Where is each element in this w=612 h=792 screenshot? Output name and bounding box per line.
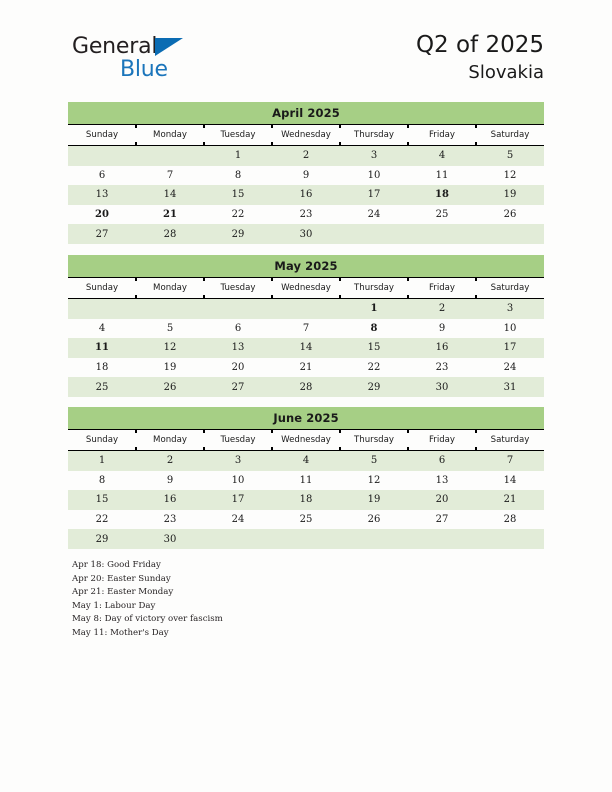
- day-cell[interactable]: 9: [136, 471, 204, 491]
- weekday-header-friday: Friday: [408, 430, 476, 451]
- weekday-header-row: [68, 278, 544, 299]
- day-cell[interactable]: 12: [136, 338, 204, 358]
- page-header: [0, 0, 612, 96]
- holiday-legend-item: May 11: Mother's Day: [72, 627, 169, 638]
- day-cell[interactable]: 11: [408, 166, 476, 186]
- day-cell[interactable]: 1: [68, 451, 136, 471]
- day-cell[interactable]: 9: [408, 319, 476, 339]
- day-cell-holiday[interactable]: 11: [68, 338, 136, 358]
- weekday-header-thursday: Thursday: [340, 278, 408, 299]
- day-cell[interactable]: 24: [204, 510, 272, 530]
- calendar-body-april: [68, 146, 544, 244]
- holiday-legend-item: Apr 20: Easter Sunday: [72, 573, 171, 584]
- day-cell[interactable]: 6: [204, 319, 272, 339]
- week-row: [68, 146, 544, 166]
- day-cell[interactable]: 2: [272, 146, 340, 166]
- logo-text-blue: Blue: [120, 57, 168, 82]
- general-blue-logo: [72, 34, 272, 86]
- weekday-header-saturday: Saturday: [476, 278, 544, 299]
- day-cell[interactable]: 30: [272, 224, 340, 244]
- day-cell-holiday[interactable]: 18: [408, 185, 476, 205]
- holiday-legend-item: Apr 18: Good Friday: [72, 560, 161, 570]
- holiday-legend-item: May 8: Day of victory over fascism: [72, 614, 223, 625]
- week-row: [68, 185, 544, 205]
- day-cell[interactable]: 15: [340, 338, 408, 358]
- day-cell[interactable]: 6: [408, 451, 476, 471]
- day-cell[interactable]: 7: [136, 166, 204, 186]
- day-cell[interactable]: 31: [476, 377, 544, 397]
- day-cell[interactable]: 18: [272, 490, 340, 510]
- weekday-header-monday: Monday: [136, 430, 204, 451]
- day-cell[interactable]: 23: [136, 510, 204, 530]
- week-row: [68, 166, 544, 186]
- day-cell[interactable]: 28: [272, 377, 340, 397]
- calendar-body-june: [68, 451, 544, 549]
- weekday-header-monday: Monday: [136, 278, 204, 299]
- weekday-header-sunday: Sunday: [68, 430, 136, 451]
- week-row: [68, 471, 544, 491]
- month-title-may: May 2025: [68, 255, 544, 277]
- day-cell[interactable]: 5: [136, 319, 204, 339]
- day-cell[interactable]: 10: [204, 471, 272, 491]
- day-cell-empty: [272, 299, 340, 319]
- day-cell[interactable]: 11: [272, 471, 340, 491]
- day-cell[interactable]: 27: [68, 224, 136, 244]
- week-row: [68, 451, 544, 471]
- weekday-header-sunday: Sunday: [68, 278, 136, 299]
- weekday-header-wednesday: Wednesday: [272, 430, 340, 451]
- day-cell[interactable]: 4: [272, 451, 340, 471]
- day-cell[interactable]: 15: [68, 490, 136, 510]
- day-cell[interactable]: 23: [408, 358, 476, 378]
- month-title-april: April 2025: [68, 102, 544, 124]
- day-cell[interactable]: 13: [408, 471, 476, 491]
- day-cell[interactable]: 26: [136, 377, 204, 397]
- day-cell[interactable]: 29: [340, 377, 408, 397]
- day-cell[interactable]: 5: [340, 451, 408, 471]
- day-cell[interactable]: 16: [136, 490, 204, 510]
- day-cell[interactable]: 22: [68, 510, 136, 530]
- day-cell[interactable]: 13: [68, 185, 136, 205]
- day-cell[interactable]: 3: [204, 451, 272, 471]
- day-cell[interactable]: 2: [136, 451, 204, 471]
- day-cell[interactable]: 28: [136, 224, 204, 244]
- day-cell-empty: [272, 529, 340, 549]
- day-cell[interactable]: 12: [476, 166, 544, 186]
- week-row: [68, 490, 544, 510]
- day-cell[interactable]: 20: [408, 490, 476, 510]
- day-cell[interactable]: 8: [204, 166, 272, 186]
- month-block-june: [68, 407, 544, 549]
- weekday-header-row: [68, 125, 544, 146]
- day-cell-empty: [408, 529, 476, 549]
- day-cell-empty: [204, 299, 272, 319]
- week-row: [68, 529, 544, 549]
- day-cell[interactable]: 4: [408, 146, 476, 166]
- day-cell[interactable]: 25: [68, 377, 136, 397]
- day-cell[interactable]: 26: [476, 205, 544, 225]
- day-cell[interactable]: 30: [408, 377, 476, 397]
- page-title: Q2 of 2025: [415, 32, 544, 58]
- logo-triangle-icon: [155, 38, 183, 56]
- week-row: [68, 224, 544, 244]
- day-cell[interactable]: 17: [204, 490, 272, 510]
- weekday-header-friday: Friday: [408, 278, 476, 299]
- day-cell[interactable]: 17: [476, 338, 544, 358]
- holiday-legend-item: May 1: Labour Day: [72, 600, 156, 611]
- week-row: [68, 205, 544, 225]
- weekday-header-thursday: Thursday: [340, 430, 408, 451]
- day-cell[interactable]: 25: [272, 510, 340, 530]
- day-cell-empty: [136, 146, 204, 166]
- calendar-body-may: [68, 299, 544, 397]
- day-cell-empty: [136, 299, 204, 319]
- day-cell[interactable]: 10: [476, 319, 544, 339]
- day-cell[interactable]: 14: [136, 185, 204, 205]
- weekday-header-wednesday: Wednesday: [272, 125, 340, 146]
- day-cell[interactable]: 7: [476, 451, 544, 471]
- day-cell[interactable]: 20: [204, 358, 272, 378]
- weekday-header-saturday: Saturday: [476, 125, 544, 146]
- weekday-header-monday: Monday: [136, 125, 204, 146]
- weekday-header-friday: Friday: [408, 125, 476, 146]
- day-cell[interactable]: 23: [272, 205, 340, 225]
- day-cell[interactable]: 21: [476, 490, 544, 510]
- day-cell-empty: [408, 224, 476, 244]
- day-cell-holiday[interactable]: 1: [340, 299, 408, 319]
- day-cell[interactable]: 16: [408, 338, 476, 358]
- day-cell[interactable]: 2: [408, 299, 476, 319]
- day-cell-empty: [204, 529, 272, 549]
- day-cell[interactable]: 24: [340, 205, 408, 225]
- weekday-header-thursday: Thursday: [340, 125, 408, 146]
- weekday-header-sunday: Sunday: [68, 125, 136, 146]
- day-cell-holiday[interactable]: 21: [136, 205, 204, 225]
- day-cell[interactable]: 27: [204, 377, 272, 397]
- country-subtitle: Slovakia: [468, 62, 544, 83]
- day-cell-empty: [68, 146, 136, 166]
- day-cell[interactable]: 29: [68, 529, 136, 549]
- weekday-header-tuesday: Tuesday: [204, 125, 272, 146]
- day-cell[interactable]: 22: [340, 358, 408, 378]
- day-cell-empty: [476, 529, 544, 549]
- weekday-header-tuesday: Tuesday: [204, 278, 272, 299]
- week-row: [68, 338, 544, 358]
- day-cell[interactable]: 26: [340, 510, 408, 530]
- day-cell[interactable]: 4: [68, 319, 136, 339]
- day-cell[interactable]: 9: [272, 166, 340, 186]
- calendar-table-may: [68, 277, 544, 397]
- month-title-june: June 2025: [68, 407, 544, 429]
- day-cell-holiday[interactable]: 20: [68, 205, 136, 225]
- logo-text-general: General: [72, 34, 158, 59]
- day-cell-empty: [340, 529, 408, 549]
- holiday-legend: [72, 559, 492, 641]
- day-cell[interactable]: 3: [340, 146, 408, 166]
- weekday-header-tuesday: Tuesday: [204, 430, 272, 451]
- day-cell-holiday[interactable]: 8: [340, 319, 408, 339]
- title-block: [416, 30, 544, 86]
- day-cell[interactable]: 14: [476, 471, 544, 491]
- day-cell[interactable]: 15: [204, 185, 272, 205]
- day-cell[interactable]: 27: [408, 510, 476, 530]
- day-cell[interactable]: 13: [204, 338, 272, 358]
- weekday-header-wednesday: Wednesday: [272, 278, 340, 299]
- month-block-may: [68, 255, 544, 397]
- day-cell[interactable]: 19: [340, 490, 408, 510]
- weekday-header-row: [68, 430, 544, 451]
- day-cell[interactable]: 3: [476, 299, 544, 319]
- weekday-header-saturday: Saturday: [476, 430, 544, 451]
- day-cell[interactable]: 7: [272, 319, 340, 339]
- day-cell[interactable]: 25: [408, 205, 476, 225]
- week-row: [68, 358, 544, 378]
- day-cell[interactable]: 24: [476, 358, 544, 378]
- day-cell[interactable]: 17: [340, 185, 408, 205]
- month-block-april: [68, 102, 544, 244]
- week-row: [68, 319, 544, 339]
- day-cell-empty: [68, 299, 136, 319]
- day-cell[interactable]: 6: [68, 166, 136, 186]
- day-cell[interactable]: 29: [204, 224, 272, 244]
- day-cell[interactable]: 5: [476, 146, 544, 166]
- day-cell-empty: [340, 224, 408, 244]
- day-cell[interactable]: 19: [136, 358, 204, 378]
- day-cell[interactable]: 8: [68, 471, 136, 491]
- calendar-table-april: [68, 124, 544, 244]
- calendar-table-june: [68, 429, 544, 549]
- holiday-legend-item: Apr 21: Easter Monday: [72, 587, 174, 598]
- day-cell[interactable]: 16: [272, 185, 340, 205]
- day-cell[interactable]: 22: [204, 205, 272, 225]
- day-cell[interactable]: 18: [68, 358, 136, 378]
- week-row: [68, 299, 544, 319]
- day-cell[interactable]: 19: [476, 185, 544, 205]
- day-cell[interactable]: 1: [204, 146, 272, 166]
- day-cell[interactable]: 10: [340, 166, 408, 186]
- week-row: [68, 377, 544, 397]
- day-cell[interactable]: 21: [272, 358, 340, 378]
- week-row: [68, 510, 544, 530]
- day-cell[interactable]: 30: [136, 529, 204, 549]
- day-cell[interactable]: 12: [340, 471, 408, 491]
- day-cell-empty: [476, 224, 544, 244]
- day-cell[interactable]: 28: [476, 510, 544, 530]
- day-cell[interactable]: 14: [272, 338, 340, 358]
